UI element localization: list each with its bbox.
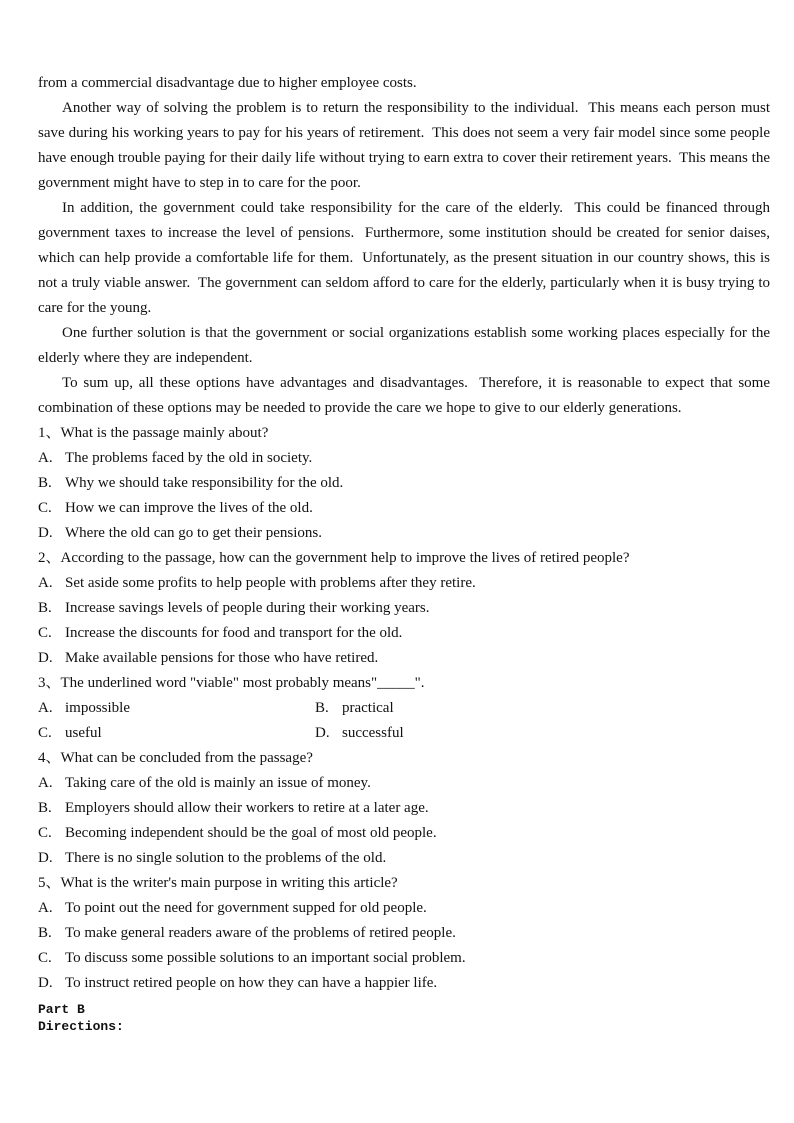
option-text: impossible (65, 700, 131, 716)
option-text: Set aside some profits to help people with problems after they retire. (65, 575, 476, 591)
option-letter: A. (38, 700, 53, 716)
option-letter: D. (38, 650, 53, 666)
questions-section (38, 421, 770, 996)
option-letter: B. (38, 475, 52, 491)
question-1-prompt (38, 421, 770, 446)
directions-label: Directions: (38, 1019, 124, 1034)
question-3-option-c (38, 721, 315, 746)
option-letter: C. (38, 500, 52, 516)
question-4-number: 4、 (38, 750, 61, 766)
option-letter: A. (38, 775, 53, 791)
option-text: Increase the discounts for food and transport for the old. (65, 625, 403, 641)
question-3-options-row-2 (38, 721, 770, 746)
option-text: The problems faced by the old in society. (65, 450, 313, 466)
question-5-option-a (38, 896, 770, 921)
option-text: Make available pensions for those who have retired. (65, 650, 379, 666)
option-letter: B. (38, 600, 52, 616)
option-text: To discuss some possible solutions to an important social problem. (65, 950, 466, 966)
question-2-number: 2、 (38, 550, 61, 566)
question-1-option-c (38, 496, 770, 521)
option-text: Taking care of the old is mainly an issue of money. (65, 775, 371, 791)
reading-passage (38, 71, 774, 421)
question-3-option-d (315, 721, 770, 746)
option-text: To point out the need for government supped for old people. (65, 900, 427, 916)
option-text: Increase savings levels of people during their working years. (65, 600, 430, 616)
question-1 (38, 421, 770, 546)
question-5-option-c (38, 946, 770, 971)
question-4 (38, 746, 770, 871)
question-3-text: The underlined word "viable" most probably means"_____". (60, 675, 425, 691)
part-b-section (38, 1001, 770, 1035)
question-4-option-c (38, 821, 770, 846)
option-letter: B. (315, 700, 329, 716)
question-4-option-b (38, 796, 770, 821)
option-letter: B. (38, 800, 52, 816)
question-5-text: What is the writer's main purpose in writing this article? (60, 875, 398, 891)
question-3-option-a (38, 696, 315, 721)
option-letter: C. (38, 825, 52, 841)
passage-paragraph: Another way of solving the problem is to return the responsibility to the individual. This means each person must save during his working years to pay for his years of retirement. This does not seem a very fair model since some people have enough trouble paying for their daily life without trying to earn extra to cover their retirement years. This means the government might have to step in to care for the poor. (38, 100, 774, 191)
question-4-option-a (38, 771, 770, 796)
option-text: There is no single solution to the problems of the old. (65, 850, 387, 866)
question-5-prompt (38, 871, 770, 896)
option-letter: C. (38, 950, 52, 966)
question-3 (38, 671, 770, 746)
question-4-text: What can be concluded from the passage? (60, 750, 313, 766)
option-text: Why we should take responsibility for the old. (65, 475, 344, 491)
question-1-option-b (38, 471, 770, 496)
option-text: Employers should allow their workers to retire at a later age. (65, 800, 429, 816)
question-2-option-a (38, 571, 770, 596)
passage-paragraph: To sum up, all these options have advantages and disadvantages. Therefore, it is reasonable to expect that some combination of these options may be needed to provide the care we hope to give to our elderly generations. (38, 375, 774, 416)
option-text: To instruct retired people on how they can have a happier life. (65, 975, 438, 991)
option-letter: B. (38, 925, 52, 941)
question-2-option-d (38, 646, 770, 671)
question-3-option-b (315, 696, 770, 721)
option-text: Becoming independent should be the goal of most old people. (65, 825, 437, 841)
option-text: practical (342, 700, 394, 716)
option-text: To make general readers aware of the problems of retired people. (65, 925, 456, 941)
question-1-number: 1、 (38, 425, 61, 441)
question-2-prompt (38, 546, 770, 571)
option-text: How we can improve the lives of the old. (65, 500, 313, 516)
option-text: Where the old can go to get their pensions. (65, 525, 323, 541)
option-letter: D. (38, 525, 53, 541)
question-2 (38, 546, 770, 671)
option-text: successful (342, 725, 404, 741)
question-2-option-c (38, 621, 770, 646)
passage-paragraph: from a commercial disadvantage due to higher employee costs. (38, 75, 417, 91)
question-2-text: According to the passage, how can the government help to improve the lives of retired people? (60, 550, 630, 566)
question-2-option-b (38, 596, 770, 621)
question-3-options-row-1 (38, 696, 770, 721)
question-4-option-d (38, 846, 770, 871)
question-4-prompt (38, 746, 770, 771)
question-5-option-b (38, 921, 770, 946)
question-3-prompt (38, 671, 770, 696)
option-letter: D. (38, 850, 53, 866)
question-5-option-d (38, 971, 770, 996)
question-5-number: 5、 (38, 875, 61, 891)
option-letter: D. (315, 725, 330, 741)
passage-paragraph: One further solution is that the government or social organizations establish some working places especially for the elderly where they are independent. (38, 325, 774, 366)
option-letter: A. (38, 450, 53, 466)
option-letter: A. (38, 575, 53, 591)
question-1-option-d (38, 521, 770, 546)
part-b-label: Part B (38, 1002, 85, 1017)
question-1-text: What is the passage mainly about? (60, 425, 269, 441)
question-1-option-a (38, 446, 770, 471)
option-letter: C. (38, 725, 52, 741)
passage-paragraph: In addition, the government could take responsibility for the care of the elderly. This could be financed through government taxes to increase the level of pensions. Furthermore, some institution should be created for senior daises, which can help provide a comfortable life for them. Unfortunately, as the present situation in our country shows, this is not a truly viable answer. The government can seldom afford to care for the elderly, particularly when it is busy trying to care for the young. (38, 200, 774, 316)
question-5 (38, 871, 770, 996)
option-text: useful (65, 725, 102, 741)
option-letter: C. (38, 625, 52, 641)
question-3-number: 3、 (38, 675, 61, 691)
option-letter: A. (38, 900, 53, 916)
option-letter: D. (38, 975, 53, 991)
